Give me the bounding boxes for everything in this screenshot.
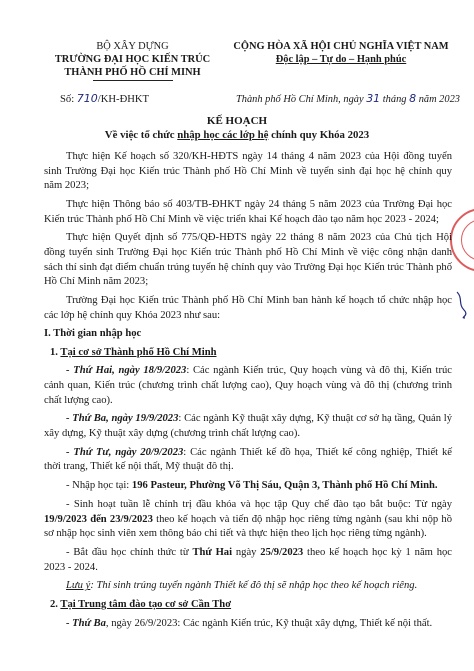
date-month-handwritten: 8 bbox=[409, 92, 417, 105]
start-text-e: theo kế hoạch học kỳ 1 năm học 2023 - 2024. bbox=[44, 546, 452, 573]
signature-mark-icon bbox=[455, 290, 467, 320]
doc-no-handwritten: 710 bbox=[76, 92, 98, 105]
schedule-day-1 bbox=[44, 364, 452, 408]
doc-no-prefix: Số: bbox=[60, 94, 75, 105]
intro-paragraph: Trường Đại học Kiến trúc Thành phố Hồ Chí Minh ban hành kế hoạch tổ chức nhập học các lớp hệ chính quy Khóa 2023 như sau: bbox=[44, 294, 452, 321]
subtitle-part1: Về việc tổ chức bbox=[104, 129, 178, 141]
university-name-line1: TRƯỜNG ĐẠI HỌC KIẾN TRÚC bbox=[54, 54, 211, 65]
note bbox=[44, 579, 452, 594]
day1-date: , ngày 18/9/2023 bbox=[112, 365, 187, 377]
subsection-cantho bbox=[44, 598, 452, 613]
start-text-a: - Bắt đầu học chính thức từ bbox=[66, 546, 193, 558]
ministry-name: BỘ XÂY DỰNG bbox=[96, 41, 169, 52]
header-divider-left bbox=[93, 80, 173, 81]
schedule-day-2 bbox=[44, 412, 452, 441]
day1-programs: : Các ngành Kiến trúc, Quy hoạch vùng và đô thị, Kiến trúc cảnh quan, Kiến trúc (chương trình chất lượng cao), Quy hoạch vùng và đô thị (chương trình chất lượng cao). bbox=[44, 365, 452, 406]
document-body bbox=[44, 150, 452, 635]
country-name: CỘNG HÒA XÃ HỘI CHỦ NGHĨA VIỆT NAM bbox=[233, 41, 449, 52]
day2-programs: : Các ngành Kỹ thuật xây dựng, Kỹ thuật cơ sở hạ tầng, Quản lý xây dựng, Kỹ thuật xây dựng (chương trình chất lượng cao). bbox=[44, 413, 452, 440]
location-address: 196 Pasteur, Phường Võ Thị Sáu, Quận 3, Thành phố Hồ Chí Minh. bbox=[131, 480, 438, 492]
orientation-week bbox=[44, 498, 452, 542]
issuer-header bbox=[30, 40, 235, 81]
subsection-hcm bbox=[44, 346, 452, 361]
subtitle-part3: chính quy Khóa 2023 bbox=[268, 129, 370, 141]
day4-date: , ngày 26/9/2023 bbox=[105, 617, 178, 629]
orientation-text-c: theo kế hoạch và tiến độ nhập học riêng từng ngành (sau khi nộp hồ sơ nhập học sinh viên xem thông báo chi tiết và thực hiện theo lịch học riêng từng ngành). bbox=[44, 513, 453, 540]
basis-paragraph-2: Thực hiện Thông báo số 403/TB-ĐHKT ngày 24 tháng 5 năm 2023 của Trường Đại học Kiến trúc Thành phố Hồ Chí Minh về việc triển khai Kế hoạch đào tạo năm học 2023 - 2024; bbox=[44, 198, 452, 225]
day1-weekday: - Thứ Hai bbox=[66, 365, 113, 377]
classes-start bbox=[44, 546, 452, 575]
orientation-text-a: - Sinh hoạt tuần lễ chính trị đầu khóa và học tập Quy chế đào tạo bắt buộc: Từ ngày bbox=[66, 498, 452, 510]
day2-date: , ngày 19/9/2023 bbox=[106, 413, 179, 425]
day4-programs: : Các ngành Kiến trúc, Kỹ thuật xây dựng, Thiết kế nội thất. bbox=[177, 617, 433, 629]
day2-weekday: - Thứ Ba bbox=[66, 413, 107, 425]
date-mid: tháng bbox=[382, 94, 407, 105]
date-prefix: Thành phố Hồ Chí Minh, ngày bbox=[236, 94, 364, 105]
start-date: 25/9/2023 bbox=[260, 546, 304, 558]
document-date bbox=[236, 92, 460, 108]
document-subtitle bbox=[0, 128, 474, 143]
date-suffix: năm 2023 bbox=[418, 94, 460, 105]
subsection-cantho-title: Tại Trung tâm đào tạo cơ sở Cần Thơ bbox=[60, 599, 232, 611]
start-weekday: Thứ Hai bbox=[192, 546, 233, 558]
basis-paragraph-1: Thực hiện Kế hoạch số 320/KH-HĐTS ngày 14 tháng 4 năm 2023 của Hội đồng tuyển sinh Trường Đại học Kiến trúc Thành phố Hồ Chí Minh về tuyển sinh đại học hệ chính quy năm 2023; bbox=[44, 151, 452, 192]
national-header bbox=[230, 40, 452, 66]
day4-weekday: - Thứ Ba bbox=[66, 617, 106, 629]
section-heading-1: I. Thời gian nhập học bbox=[44, 328, 142, 340]
document-number bbox=[60, 92, 149, 108]
day3-date: , ngày 20/9/2023 bbox=[108, 446, 184, 458]
date-day-handwritten: 31 bbox=[366, 92, 381, 105]
admission-location bbox=[44, 479, 452, 494]
day3-programs: : Các ngành Thiết kế đồ họa, Thiết kế công nghiệp, Thiết kế thời trang, Thiết kế nội thất, Mỹ thuật đô thị. bbox=[44, 446, 452, 473]
orientation-dates: 19/9/2023 đến 23/9/2023 bbox=[44, 513, 153, 525]
basis-paragraph-3: Thực hiện Quyết định số 775/QĐ-HĐTS ngày 22 tháng 8 năm 2023 của Chủ tịch Hội đồng tuyển sinh Trường Đại học Kiến trúc Thành phố Hồ Chí Minh về việc công nhận danh sách thí sinh đạt điểm chuẩn trúng tuyển hệ chính quy vào Trường Đại học Kiến trúc Thành phố Hồ Chí Minh năm 2023; bbox=[44, 232, 452, 288]
note-text: : Thí sinh trúng tuyển ngành Thiết kế đô thị sẽ nhập học theo kế hoạch riêng. bbox=[90, 580, 418, 592]
subtitle-part2: nhập học các lớp hệ bbox=[177, 129, 269, 141]
doc-no-suffix: /KH-ĐHKT bbox=[97, 94, 149, 105]
schedule-day-3 bbox=[44, 446, 452, 475]
national-motto: Độc lập – Tự do – Hạnh phúc bbox=[275, 54, 407, 65]
subsection-cantho-number: 2. bbox=[50, 599, 58, 611]
university-name-line2: THÀNH PHỐ HỒ CHÍ MINH bbox=[64, 67, 201, 78]
start-text-c: ngày bbox=[232, 546, 261, 558]
subsection-hcm-number: 1. bbox=[50, 346, 58, 358]
subsection-hcm-title: Tại cơ sở Thành phố Hồ Chí Minh bbox=[60, 346, 217, 358]
day3-weekday: - Thứ Tư bbox=[66, 446, 109, 458]
seal-inner-ring bbox=[461, 219, 474, 261]
location-label: - Nhập học tại: bbox=[66, 480, 132, 492]
note-label: Lưu ý bbox=[66, 580, 91, 592]
schedule-day-4 bbox=[44, 617, 452, 632]
red-seal-stamp bbox=[450, 208, 474, 272]
document-title: KẾ HOẠCH bbox=[206, 115, 268, 127]
